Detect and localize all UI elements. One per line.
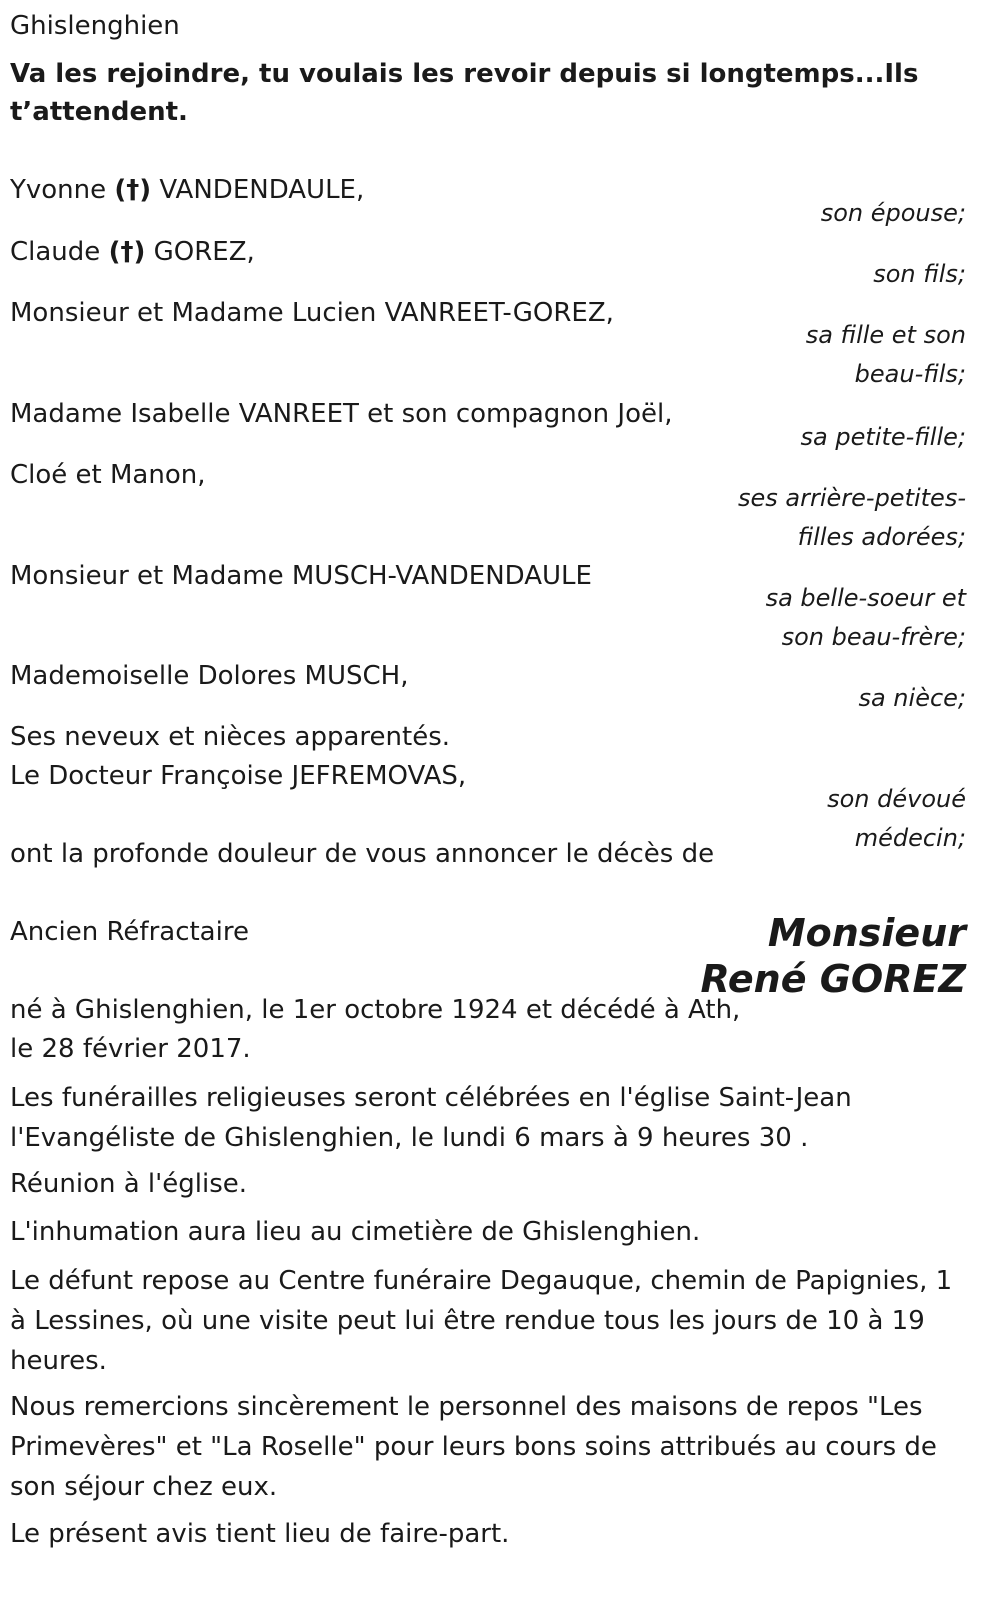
- family-name-2: Claude (†) GOREZ,: [10, 237, 255, 267]
- birth-death-line-2: le 28 février 2017.: [10, 1034, 251, 1064]
- announcement-text: ont la profonde douleur de vous annoncer le décès de: [10, 839, 715, 869]
- notice-paragraph: Le présent avis tient lieu de faire-part.: [10, 1519, 510, 1549]
- family-name-9: Le Docteur Françoise JEFREMOVAS,: [10, 761, 467, 791]
- rest-paragraph: Le défunt repose au Centre funéraire Degauque, chemin de Papignies, 1 à Lessines, où une visite peut lui être rendue tous les jours de 10 à 19 heures.: [10, 1266, 953, 1376]
- cross-icon: (†): [114, 175, 152, 205]
- family-relation-6a: sa belle-soeur et: [765, 584, 966, 612]
- family-relation-2: son fils;: [873, 260, 966, 288]
- family-name-4: Madame Isabelle VANREET et son compagnon Joël,: [10, 399, 673, 429]
- meeting-paragraph: Réunion à l'église.: [10, 1169, 248, 1199]
- family-relation-5a: ses arrière-petites-: [738, 484, 966, 512]
- burial-paragraph: L'inhumation aura lieu au cimetière de Ghislenghien.: [10, 1217, 701, 1247]
- family-name-3: Monsieur et Madame Lucien VANREET-GOREZ,: [10, 298, 614, 328]
- funeral-paragraph: Les funérailles religieuses seront célébrées en l'église Saint-Jean l'Evangéliste de Ghislenghien, le lundi 6 mars à 9 heures 30 .: [10, 1083, 852, 1153]
- family-relation-3b: beau-fils;: [854, 360, 966, 388]
- family-relation-6b: son beau-frère;: [781, 623, 966, 651]
- family-relation-3a: sa fille et son: [805, 321, 966, 349]
- deceased-name-line-2: René GOREZ: [700, 957, 966, 1001]
- family-relation-9a: son dévoué: [827, 785, 966, 813]
- family-relation-9b: médecin;: [854, 824, 966, 852]
- quote-line-1: Va les rejoindre, tu voulais les revoir depuis si longtemps...Ils: [10, 59, 919, 89]
- family-name-6: Monsieur et Madame MUSCH-VANDENDAULE: [10, 561, 592, 591]
- family-relation-1: son épouse;: [820, 199, 966, 227]
- birth-death-line-1: né à Ghislenghien, le 1er octobre 1924 et décédé à Ath,: [10, 995, 741, 1025]
- deceased-title: Ancien Réfractaire: [10, 917, 249, 947]
- family-relation-5b: filles adorées;: [797, 523, 966, 551]
- quote-line-2: t’attendent.: [10, 97, 188, 127]
- family-name-1: Yvonne (†) VANDENDAULE,: [10, 175, 365, 205]
- family-relation-4: sa petite-fille;: [800, 423, 966, 451]
- family-name-7: Mademoiselle Dolores MUSCH,: [10, 661, 409, 691]
- cross-icon: (†): [108, 237, 146, 267]
- family-name-5: Cloé et Manon,: [10, 460, 206, 490]
- family-name-8: Ses neveux et nièces apparentés.: [10, 722, 451, 752]
- location-heading: Ghislenghien: [10, 11, 180, 41]
- thanks-paragraph: Nous remercions sincèrement le personnel des maisons de repos "Les Primevères" et "La Roselle" pour leurs bons soins attribués au cours de son séjour chez eux.: [10, 1392, 937, 1502]
- deceased-name-line-1: Monsieur: [767, 911, 966, 955]
- family-relation-7: sa nièce;: [858, 684, 966, 712]
